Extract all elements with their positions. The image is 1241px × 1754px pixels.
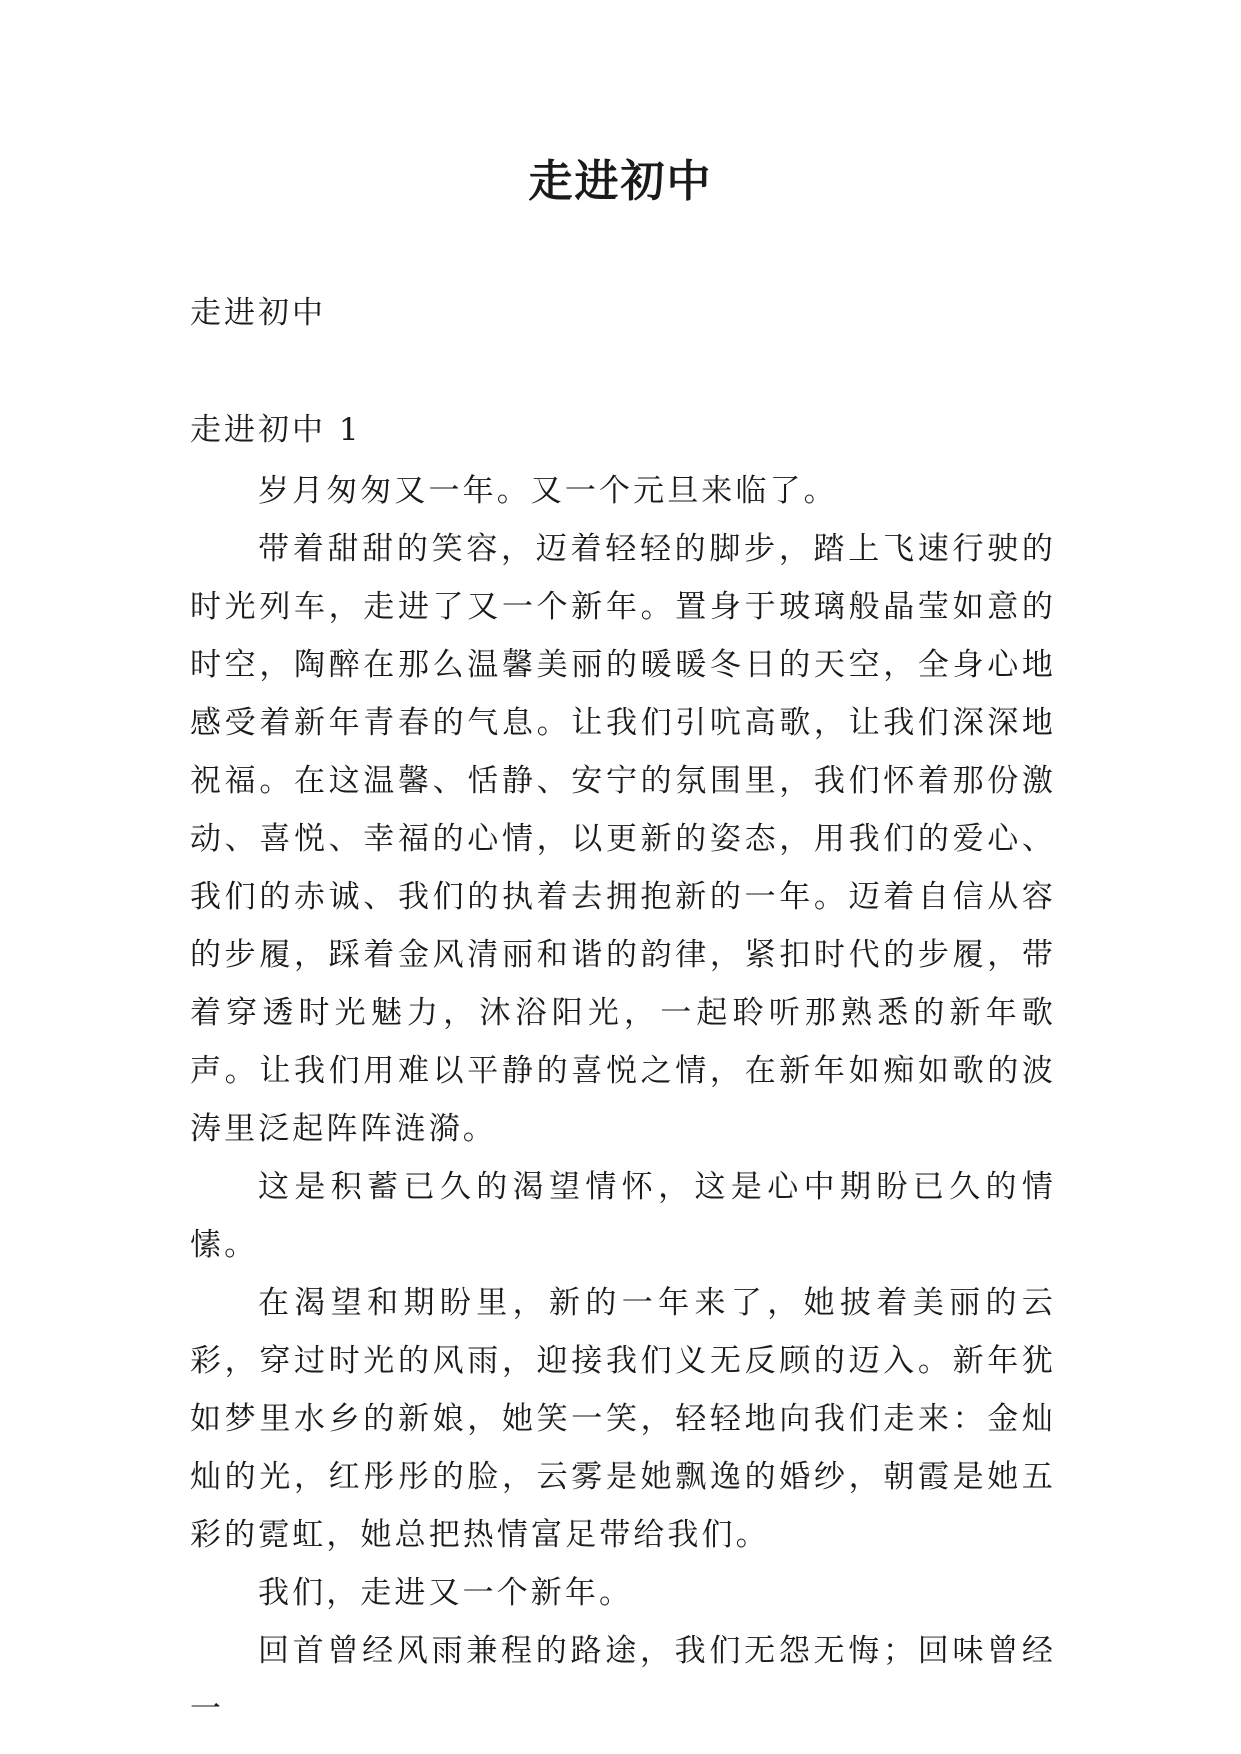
paragraph: 岁月匆匆又一年。又一个元旦来临了。 xyxy=(258,473,838,509)
paragraph: 带着甜甜的笑容，迈着轻轻的脚步，踏上飞速行驶的时光列车，走进了又一个新年。置身于玻璃般晶莹如意的时空，陶醉在那么温馨美丽的暖暖冬日的天空，全身心地感受着新年青春的气息。让我们引吭高歌，让我们深深地祝福。在这温馨、恬静、安宁的氛围里，我们怀着那份激动、喜悦、幸福的心情，以更新的姿态，用我们的爱心、我们的赤诚、我们的执着去拥抱新的一年。迈着自信从容的步履，踩着金风清丽和谐的韵律，紧扣时代的步履，带着穿透时光魅力，沐浴阳光，一起聆听那熟悉的新年歌声。让我们用难以平静的喜悦之情，在新年如痴如歌的波涛里泛起阵阵涟漪。 xyxy=(190,531,1056,1147)
paragraph: 在渴望和期盼里，新的一年来了，她披着美丽的云彩，穿过时光的风雨，迎接我们义无反顾的迈入。新年犹如梦里水乡的新娘，她笑一笑，轻轻地向我们走来：金灿灿的光，红彤彤的脸，云雾是她飘逸的婚纱，朝霞是她五彩的霓虹，她总把热情富足带给我们。 xyxy=(190,1285,1056,1553)
paragraph: 我们，走进又一个新年。 xyxy=(258,1575,634,1611)
section-heading: 走进初中 1 xyxy=(190,412,362,448)
body-text xyxy=(190,462,1056,1738)
document-subtitle: 走进初中 xyxy=(190,295,326,331)
paragraph: 回首曾经风雨兼程的路途，我们无怨无悔；回味曾经一 xyxy=(190,1633,1056,1727)
paragraph: 这是积蓄已久的渴望情怀，这是心中期盼已久的情愫。 xyxy=(190,1169,1056,1263)
document-title: 走进初中 xyxy=(528,156,713,207)
